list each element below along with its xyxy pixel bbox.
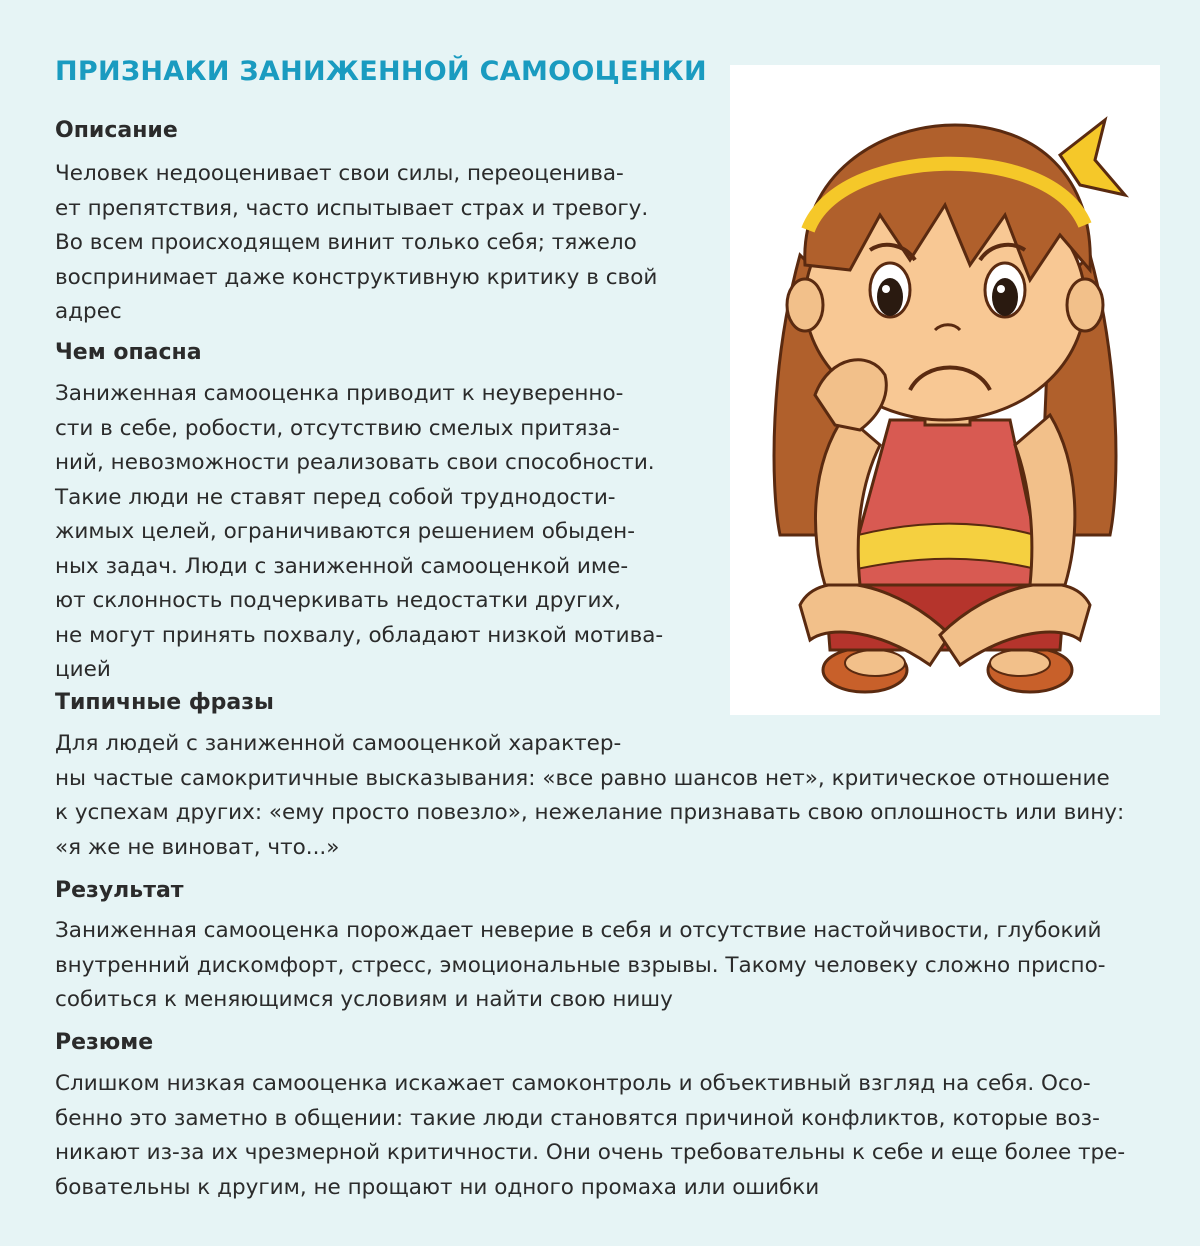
text-line: сти в себе, робости, отсутствию смелых притяза-: [55, 415, 620, 441]
text-line: Слишком низкая самооценка искажает самоконтроль и объективный взгляд на себя. Осо-: [55, 1071, 1091, 1096]
illustration-panel: [730, 65, 1160, 715]
section-heading-danger: Чем опасна: [55, 340, 202, 365]
text-line: Для людей с заниженной самооценкой характер-: [55, 731, 622, 756]
text-line: ных задач. Люди с заниженной самооценкой име-: [55, 553, 629, 579]
text-line: Человек недооценивает свои силы, переоценива-: [55, 161, 624, 186]
text-line: цией: [55, 657, 111, 682]
section-text-danger: [55, 377, 663, 688]
text-line: Заниженная самооценка порождает неверие в себя и отсутствие настойчивости, глубокий: [55, 918, 1102, 943]
text-line: адрес: [55, 299, 122, 324]
text-line: никают из-за их чрезмерной критичности. Они очень требовательны к себе и еще более тре-: [55, 1140, 1126, 1165]
text-line: ет препятствия, часто испытывает страх и тревогу.: [55, 195, 649, 221]
text-line: воспринимает даже конструктивную критику в свой: [55, 264, 658, 290]
text-line: жимых целей, ограничиваются решением обыден-: [55, 519, 635, 544]
section-text-typical-phrases: [55, 727, 1124, 865]
text-line: к успехам других: «ему просто повезло», нежелание признавать свою оплошность или вину:: [55, 800, 1125, 825]
text-line: внутренний дискомфорт, стресс, эмоциональные взрывы. Такому человеку сложно приспо-: [55, 952, 1106, 978]
text-line: бенно это заметно в общении: такие люди становятся причиной конфликтов, которые воз-: [55, 1105, 1100, 1131]
text-line: не могут принять похвалу, обладают низкой мотива-: [55, 622, 664, 648]
sad-girl-cartoon-icon: [730, 65, 1160, 715]
text-line: Во всем происходящем винит только себя; тяжело: [55, 230, 637, 255]
section-heading-result: Результат: [55, 878, 184, 903]
section-heading-typical-phrases: Типичные фразы: [55, 690, 274, 715]
page-title: ПРИЗНАКИ ЗАНИЖЕННОЙ САМООЦЕНКИ: [55, 56, 707, 87]
text-line: ны частые самокритичные высказывания: «все равно шансов нет», критическое отношение: [55, 765, 1110, 791]
text-line: бовательны к другим, не прощают ни одного промаха или ошибки: [55, 1174, 820, 1200]
text-line: Заниженная самооценка приводит к неуверенно-: [55, 381, 624, 406]
text-line: Такие люди не ставят перед собой труднодости-: [55, 484, 616, 510]
section-text-description: [55, 157, 657, 330]
section-text-result: [55, 914, 1105, 1018]
text-line: ют склонность подчеркивать недостатки других,: [55, 588, 621, 613]
section-heading-summary: Резюме: [55, 1030, 154, 1055]
section-heading-description: Описание: [55, 118, 178, 143]
section-text-summary: [55, 1067, 1125, 1205]
text-line: ний, невозможности реализовать свои способности.: [55, 450, 655, 475]
text-line: собиться к меняющимся условиям и найти свою нишу: [55, 987, 673, 1012]
text-line: «я же не виноват, что...»: [55, 834, 340, 860]
